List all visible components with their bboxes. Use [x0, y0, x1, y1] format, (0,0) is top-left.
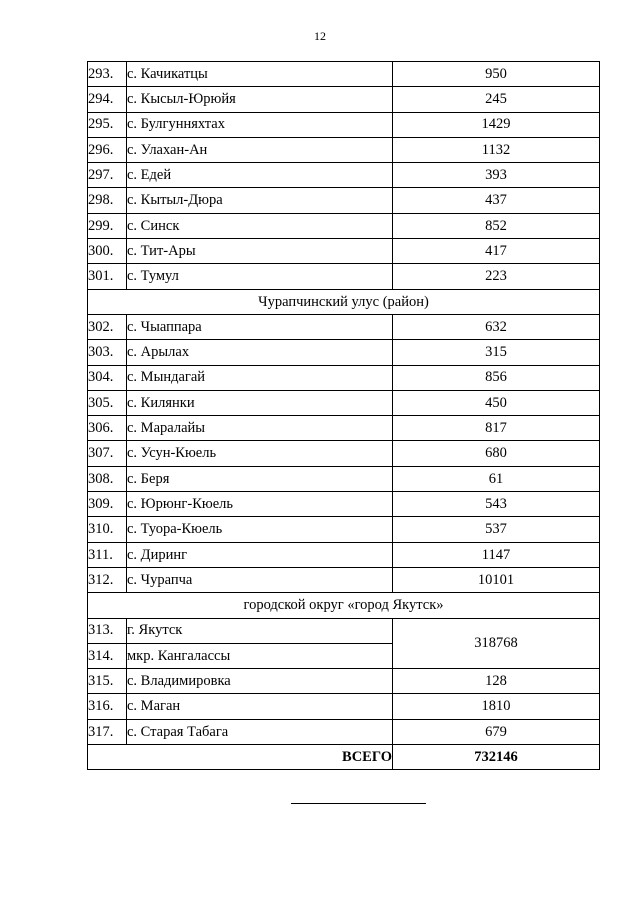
table-row	[88, 416, 600, 441]
row-number: 317.	[88, 719, 127, 744]
population-value: 1429	[393, 112, 600, 137]
table-row	[88, 365, 600, 390]
population-value: 543	[393, 492, 600, 517]
row-number: 297.	[88, 163, 127, 188]
section-header: городской округ «город Якутск»	[88, 593, 600, 618]
population-value: 680	[393, 441, 600, 466]
row-number: 302.	[88, 314, 127, 339]
settlement-name: с. Арылах	[127, 340, 393, 365]
row-number: 293.	[88, 62, 127, 87]
table-row	[88, 137, 600, 162]
table-row	[88, 618, 600, 643]
section-header-row	[88, 289, 600, 314]
population-value: 1810	[393, 694, 600, 719]
table-row	[88, 492, 600, 517]
population-value: 950	[393, 62, 600, 87]
row-number: 307.	[88, 441, 127, 466]
table-row	[88, 87, 600, 112]
population-value: 632	[393, 314, 600, 339]
population-value: 679	[393, 719, 600, 744]
settlement-name: мкр. Кангалассы	[127, 643, 393, 668]
settlement-name: с. Маралайы	[127, 416, 393, 441]
settlement-name: с. Старая Табага	[127, 719, 393, 744]
total-value: 732146	[393, 745, 600, 770]
table-row	[88, 567, 600, 592]
settlement-name: с. Улахан-Ан	[127, 137, 393, 162]
section-header-row	[88, 593, 600, 618]
population-value: 393	[393, 163, 600, 188]
population-value: 852	[393, 213, 600, 238]
table-row	[88, 314, 600, 339]
row-number: 315.	[88, 669, 127, 694]
row-number: 311.	[88, 542, 127, 567]
table-row	[88, 669, 600, 694]
end-divider	[291, 803, 426, 804]
population-value: 856	[393, 365, 600, 390]
page-number: 12	[314, 29, 326, 43]
row-number: 306.	[88, 416, 127, 441]
table-row	[88, 694, 600, 719]
row-number: 308.	[88, 466, 127, 491]
table-row	[88, 340, 600, 365]
settlement-name: с. Усун-Кюель	[127, 441, 393, 466]
table-row	[88, 466, 600, 491]
population-value: 450	[393, 390, 600, 415]
table-row	[88, 517, 600, 542]
settlement-name: с. Качикатцы	[127, 62, 393, 87]
population-value: 61	[393, 466, 600, 491]
row-number: 296.	[88, 137, 127, 162]
settlement-name: с. Чыаппара	[127, 314, 393, 339]
row-number: 299.	[88, 213, 127, 238]
row-number: 301.	[88, 264, 127, 289]
row-number: 310.	[88, 517, 127, 542]
table-row	[88, 188, 600, 213]
population-value: 437	[393, 188, 600, 213]
row-number: 314.	[88, 643, 127, 668]
population-value: 537	[393, 517, 600, 542]
settlement-name: с. Тит-Ары	[127, 239, 393, 264]
total-label: ВСЕГО	[88, 745, 393, 770]
table-row	[88, 542, 600, 567]
settlement-name: с. Беря	[127, 466, 393, 491]
population-value: 1132	[393, 137, 600, 162]
settlement-name: с. Мындагай	[127, 365, 393, 390]
settlement-name: с. Тумул	[127, 264, 393, 289]
table-row	[88, 213, 600, 238]
row-number: 300.	[88, 239, 127, 264]
row-number: 305.	[88, 390, 127, 415]
settlement-name: с. Кысыл-Юрюйя	[127, 87, 393, 112]
row-number: 304.	[88, 365, 127, 390]
row-number: 313.	[88, 618, 127, 643]
table-row	[88, 163, 600, 188]
settlement-name: с. Диринг	[127, 542, 393, 567]
population-value: 1147	[393, 542, 600, 567]
table-row	[88, 441, 600, 466]
settlement-name: с. Владимировка	[127, 669, 393, 694]
row-number: 309.	[88, 492, 127, 517]
table-row	[88, 239, 600, 264]
table-row	[88, 390, 600, 415]
settlement-name: г. Якутск	[127, 618, 393, 643]
population-value: 128	[393, 669, 600, 694]
settlement-name: с. Чурапча	[127, 567, 393, 592]
population-value: 417	[393, 239, 600, 264]
section-header: Чурапчинский улус (район)	[88, 289, 600, 314]
row-number: 298.	[88, 188, 127, 213]
population-value: 10101	[393, 567, 600, 592]
settlement-name: с. Едей	[127, 163, 393, 188]
total-row	[88, 745, 600, 770]
population-value-merged: 318768	[393, 618, 600, 669]
settlement-name: с. Юрюнг-Кюель	[127, 492, 393, 517]
row-number: 312.	[88, 567, 127, 592]
settlements-table	[87, 61, 600, 770]
table-row	[88, 112, 600, 137]
table-row	[88, 719, 600, 744]
row-number: 316.	[88, 694, 127, 719]
settlement-name: с. Килянки	[127, 390, 393, 415]
settlement-name: с. Булгунняхтах	[127, 112, 393, 137]
settlement-name: с. Маган	[127, 694, 393, 719]
row-number: 294.	[88, 87, 127, 112]
settlement-name: с. Туора-Кюель	[127, 517, 393, 542]
table-row	[88, 62, 600, 87]
settlement-name: с. Синск	[127, 213, 393, 238]
settlement-name: с. Кытыл-Дюра	[127, 188, 393, 213]
population-value: 315	[393, 340, 600, 365]
row-number: 295.	[88, 112, 127, 137]
population-value: 245	[393, 87, 600, 112]
row-number: 303.	[88, 340, 127, 365]
table-row	[88, 264, 600, 289]
population-value: 817	[393, 416, 600, 441]
population-value: 223	[393, 264, 600, 289]
